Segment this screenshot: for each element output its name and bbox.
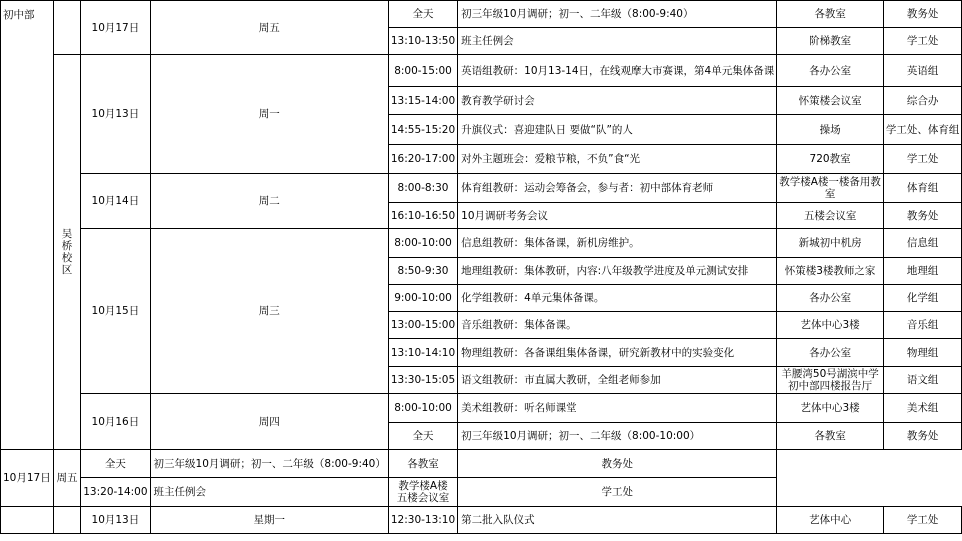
department-cell: 教务处 (883, 1, 962, 28)
table-row (1, 55, 962, 87)
department-cell: 教务处 (883, 423, 962, 450)
date-cell: 10月15日 (81, 229, 150, 394)
time-cell: 13:00-15:00 (388, 312, 457, 339)
date-cell: 10月16日 (81, 394, 150, 450)
place-line: 艺体中心3楼 (800, 402, 860, 414)
content-cell: 语文组教研：市直属大教研，全组老师参加 (458, 367, 777, 394)
time-cell: 13:20-14:00 (81, 478, 150, 507)
time-cell: 全天 (388, 423, 457, 450)
department-cell: 语文组 (883, 367, 962, 394)
campus-label: 吴桥校区 (53, 55, 81, 450)
place-line: 怀策楼会议室 (798, 94, 862, 107)
place-cell (777, 1, 884, 28)
place-cell (777, 55, 884, 87)
place-line: 五楼会议室 (803, 209, 857, 222)
place-cell (777, 367, 884, 394)
place-cell (777, 507, 884, 534)
table-row (1, 507, 962, 534)
place-line: 各教室 (814, 430, 846, 442)
time-cell: 13:10-14:10 (388, 339, 457, 367)
place-cell (777, 229, 884, 258)
place-line: 初中部四楼报告厅 (788, 380, 873, 392)
time-cell: 9:00-10:00 (388, 285, 457, 312)
time-cell: 全天 (81, 450, 150, 478)
time-cell: 8:00-8:30 (388, 174, 457, 203)
department-cell: 综合办 (883, 87, 962, 115)
dept-label: 初中部 (1, 1, 54, 450)
department-cell: 美术组 (883, 394, 962, 423)
place-line: 阶梯教室 (809, 35, 852, 47)
weekday-cell: 周三 (150, 229, 388, 394)
place-line: 各办公室 (809, 292, 852, 304)
place-line: 教学楼A楼一楼备用教 (779, 176, 881, 188)
table-row (1, 1, 962, 28)
department-cell: 学工处、体育组 (883, 115, 962, 145)
place-line: 艺体中心 (809, 514, 852, 526)
weekday-cell: 星期一 (150, 507, 388, 534)
weekday-cell: 周五 (150, 1, 388, 55)
department-cell: 学工处 (883, 507, 962, 534)
content-cell: 音乐组教研：集体备课。 (458, 312, 777, 339)
time-cell: 13:30-15:05 (388, 367, 457, 394)
place-line: 教学楼A楼 (398, 480, 448, 492)
campus-cell-blank (53, 1, 81, 55)
department-cell: 英语组 (883, 55, 962, 87)
content-cell: 体育组教研：运动会筹备会，参与者：初中部体育老师 (458, 174, 777, 203)
content-cell: 初三年级10月调研；初一、二年级（8:00-10:00） (458, 423, 777, 450)
department-cell: 物理组 (883, 339, 962, 367)
place-cell (388, 478, 457, 507)
time-cell: 8:00-15:00 (388, 55, 457, 87)
content-cell: 物理组教研：各备课组集体备课，研究新教材中的实验变化 (458, 339, 777, 367)
time-cell: 8:50-9:30 (388, 258, 457, 285)
place-line: 室 (824, 188, 836, 200)
date-cell: 10月13日 (81, 55, 150, 174)
place-line: 各教室 (814, 8, 846, 20)
time-cell: 14:55-15:20 (388, 115, 457, 145)
time-cell: 12:30-13:10 (388, 507, 457, 534)
content-cell: 信息组教研：集体备课，新机房维护。 (458, 229, 777, 258)
date-cell: 10月17日 (1, 450, 54, 507)
place-cell (777, 312, 884, 339)
place-cell (777, 174, 884, 203)
content-cell: 教育教学研讨会 (458, 87, 777, 115)
place-cell (777, 285, 884, 312)
place-line: 各办公室 (809, 64, 852, 77)
time-cell: 8:00-10:00 (388, 394, 457, 423)
place-line: 五楼会议室 (396, 492, 450, 504)
place-cell (777, 423, 884, 450)
content-cell: 对外主题班会：爱粮节粮，不负”食“光 (458, 145, 777, 174)
place-line: 新城初中机房 (798, 237, 862, 249)
weekday-cell: 周四 (150, 394, 388, 450)
content-cell: 美术组教研：听名师课堂 (458, 394, 777, 423)
department-cell: 学工处 (883, 145, 962, 174)
place-line: 羊腰湾50号湖滨中学 (781, 368, 879, 380)
content-cell: 初三年级10月调研；初一、二年级（8:00-9:40） (458, 1, 777, 28)
content-cell: 升旗仪式：喜迎建队日 要做“队”的人 (458, 115, 777, 145)
department-cell: 学工处 (458, 478, 777, 507)
department-cell: 体育组 (883, 174, 962, 203)
department-cell: 化学组 (883, 285, 962, 312)
time-cell: 16:20-17:00 (388, 145, 457, 174)
place-cell (777, 87, 884, 115)
department-cell: 教务处 (458, 450, 777, 478)
place-line: 各办公室 (809, 346, 852, 359)
dept-cell-blank (1, 507, 54, 534)
weekday-cell: 周五 (53, 450, 81, 507)
place-line: 720教室 (809, 153, 851, 165)
content-cell: 班主任例会 (150, 478, 388, 507)
weekday-cell: 周二 (150, 174, 388, 229)
place-cell (777, 394, 884, 423)
content-cell: 地理组教研：集体教研，内容:八年级教学进度及单元测试安排 (458, 258, 777, 285)
place-line: 各教室 (407, 457, 439, 470)
time-cell: 13:15-14:00 (388, 87, 457, 115)
time-cell: 13:10-13:50 (388, 28, 457, 55)
table-row (1, 229, 962, 258)
time-cell: 16:10-16:50 (388, 203, 457, 229)
table-row (1, 450, 962, 478)
department-cell: 信息组 (883, 229, 962, 258)
place-cell (388, 450, 457, 478)
date-cell: 10月17日 (81, 1, 150, 55)
place-line: 操场 (819, 123, 841, 136)
place-cell (777, 339, 884, 367)
department-cell: 学工处 (883, 28, 962, 55)
content-cell: 第二批入队仪式 (458, 507, 777, 534)
date-cell: 10月13日 (81, 507, 150, 534)
date-cell: 10月14日 (81, 174, 150, 229)
content-cell: 化学组教研：4单元集体备课。 (458, 285, 777, 312)
department-cell: 教务处 (883, 203, 962, 229)
time-cell: 全天 (388, 1, 457, 28)
table-row (1, 478, 962, 507)
content-cell: 初三年级10月调研；初一、二年级（8:00-9:40） (150, 450, 388, 478)
weekday-cell: 周一 (150, 55, 388, 174)
time-cell: 8:00-10:00 (388, 229, 457, 258)
department-cell: 音乐组 (883, 312, 962, 339)
place-line: 怀策楼3楼教师之家 (784, 265, 876, 277)
content-cell: 英语组教研：10月13-14日，在线观摩大市赛课，第4单元集体备课 (458, 55, 777, 87)
campus-cell-blank (53, 507, 81, 534)
table-row (1, 174, 962, 203)
place-cell (777, 115, 884, 145)
place-line: 艺体中心3楼 (800, 319, 860, 331)
content-cell: 班主任例会 (458, 28, 777, 55)
place-cell (777, 203, 884, 229)
place-cell (777, 28, 884, 55)
table-row (1, 394, 962, 423)
department-cell: 地理组 (883, 258, 962, 285)
content-cell: 10月调研考务会议 (458, 203, 777, 229)
place-cell (777, 258, 884, 285)
place-cell (777, 145, 884, 174)
